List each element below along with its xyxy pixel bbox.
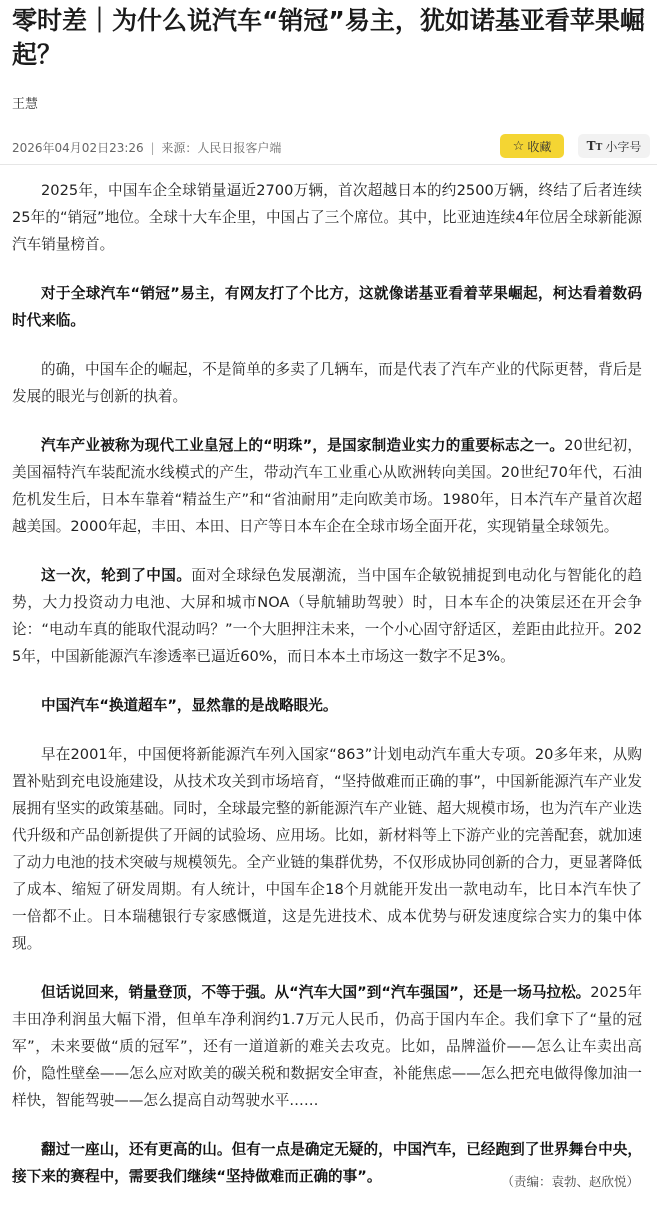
paragraph-lead: 但话说回来，销量登顶，不等于强。从“汽车大国”到“汽车强国”，还是一场马拉松。 [41,984,591,1001]
paragraph-text: 面对全球绿色发展潮流，当中国车企敏锐捕捉到电动化与智能化的趋势，大力投资动力电池、大屏和城市NOA（导航辅助驾驶）时，日本车企的决策层还在开会争论：“电动车真的能取代混动吗？”一个大胆押注未来，一个小心固守舒适区，差距由此拉开。2025年，中国新能源汽车渗透率已逼近60%，而日本本土市场这一数字不足3%。 [12,567,642,665]
author-name: 王慧 [12,97,39,112]
paragraph-text: 2025年，中国车企全球销量逼近2700万辆，首次超越日本的约2500万辆，终结了后者连续25年的“销冠”地位。全球十大车企里，中国占了三个席位。其中，比亚迪连续4年位居全球新能源汽车销量榜首。 [12,182,642,253]
font-size-label: 小字号 [605,139,642,154]
meta-separator: | [150,141,155,155]
paragraph-lead: 对于全球汽车“销冠”易主，有网友打了个比方，这就像诺基亚看着苹果崛起，柯达看着数码时代来临。 [12,285,642,329]
favorite-label: 收藏 [527,139,552,154]
paragraph [12,356,642,410]
paragraph-text: 20世纪初，美国福特汽车装配流水线模式的产生，带动汽车工业重心从欧洲转向美国。20世纪70年代，石油危机发生后，日本车靠着“精益生产”和“省油耐用”走向欧美市场。1980年，日本汽车产量首次超越美国。2000年起，丰田、本田、日产等日本车企在全球市场全面开花，实现销量全球领先。 [12,437,643,535]
paragraph-lead: 翻过一座山，还有更高的山。但有一点是确定无疑的，中国汽车，已经跑到了世界舞台中央，接下来的赛程中，需要我们继续“坚持做难而正确的事”。 [12,1141,642,1185]
paragraph [12,979,642,1114]
paragraph-text: 2025年丰田净利润虽大幅下滑，但单车净利润约1.7万元人民币，仍高于国内车企。我们拿下了“量的冠军”，未来要做“质的冠军”，还有一道道新的难关去攻克。比如，品牌溢价——怎么让车卖出高价，隐性壁垒——怎么应对欧美的碳关税和数据安全审查，补能焦虑——怎么把充电做得像加油一样快，智能驾驶——怎么提高自动驾驶水平…… [12,984,643,1109]
paragraph-lead: 中国汽车“换道超车”，显然靠的是战略眼光。 [41,697,338,714]
article-source: 来源：人民日报客户端 [161,141,282,155]
article-body [12,177,642,1212]
paragraph-lead: 汽车产业被称为现代工业皇冠上的“明珠”，是国家制造业实力的重要标志之一。 [41,437,565,454]
font-size-button[interactable] [578,134,650,158]
paragraph [12,562,642,670]
header-divider [0,164,657,165]
paragraph-text: 的确，中国车企的崛起，不是简单的多卖了几辆车，而是代表了汽车产业的代际更替，背后是发展的眼光与创新的执着。 [12,361,642,405]
editor-credit: （责编：袁勃、赵欣悦） [501,1174,639,1189]
font-size-icon: TT [586,139,603,153]
paragraph [12,280,642,334]
paragraph [12,692,642,719]
paragraph [12,177,642,258]
paragraph-text: 早在2001年，中国便将新能源汽车列入国家“863”计划电动汽车重大专项。20多年来，从购置补贴到充电设施建设，从技术攻关到市场培育，“坚持做难而正确的事”，中国新能源汽车产业发展拥有坚实的政策基础。同时，全球最完整的新能源汽车产业链、超大规模市场，也为汽车产业迭代升级和产品创新提供了开阔的试验场、应用场。比如，新材料等上下游产业的完善配套，就加速了动力电池的技术突破与规模领先。全产业链的集群优势，不仅形成协同创新的合力，更显著降低了成本、缩短了研发周期。有人统计，中国车企18个月就能开发出一款电动车，比日本汽车快了一倍都不止。日本瑞穗银行专家感慨道，这是先进技术、成本优势与研发速度综合实力的集中体现。 [12,746,642,952]
paragraph [12,741,642,957]
paragraph-lead: 这一次，轮到了中国。 [41,567,192,584]
article-title: 零时差｜为什么说汽车“销冠”易主，犹如诺基亚看苹果崛起？ [12,6,645,69]
paragraph [12,432,642,540]
meta-info [12,139,281,156]
meta-row [12,138,645,158]
star-icon: ☆ [512,138,525,154]
publish-datetime: 2026年04月02日23:26 [12,141,144,155]
favorite-button[interactable] [500,134,564,158]
